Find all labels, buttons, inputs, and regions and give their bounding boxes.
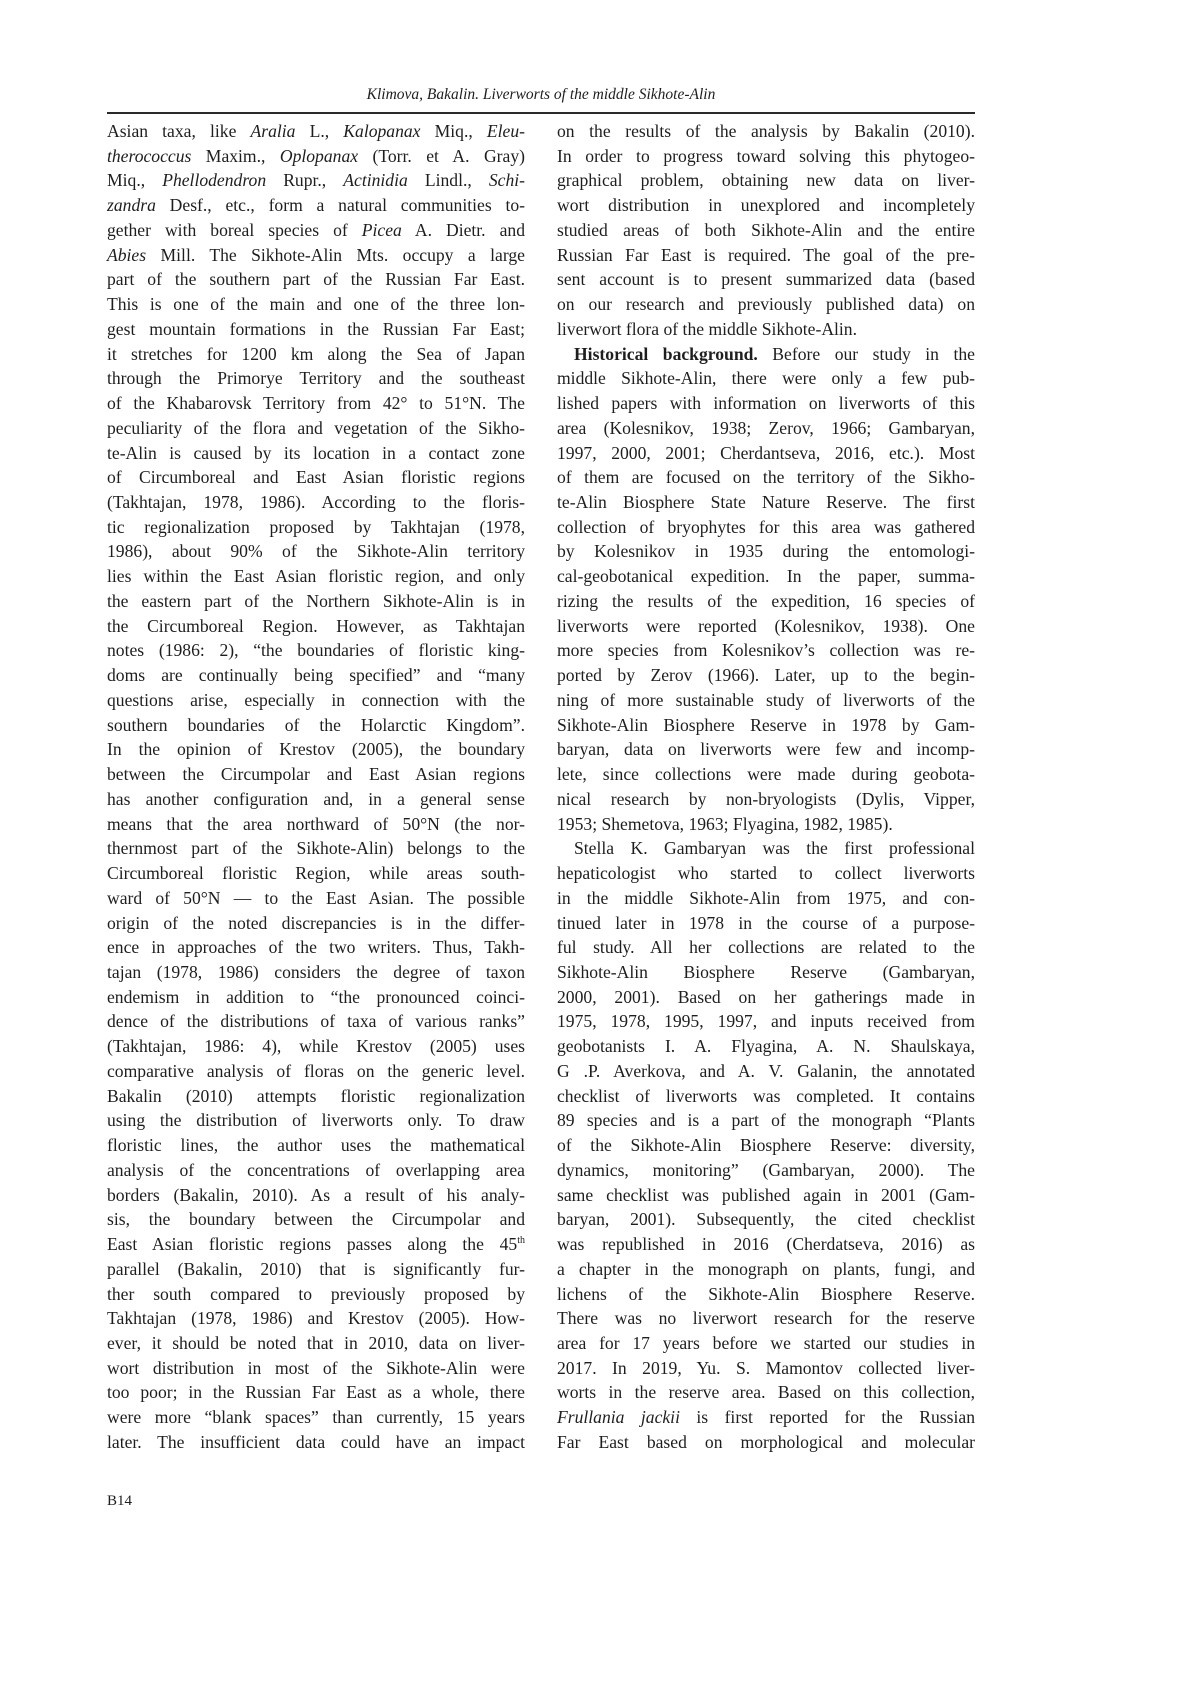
text-run: notes (1986: 2), “the boundaries of floristic king- [107, 640, 525, 661]
text-line [557, 985, 975, 1010]
italic-taxon-name: Actinidia [343, 170, 408, 191]
text-run: G .P. Averkova, and A. V. Galanin, the annotated [557, 1060, 975, 1081]
text-line [557, 193, 975, 218]
left-column [107, 119, 525, 1455]
text-run: ported by Zerov (1966). Later, up to the begin- [557, 665, 975, 686]
text-run: (Takhtajan, 1986: 4), while Krestov (2005) uses [107, 1036, 525, 1057]
text-run: (Torr. et A. Gray) [358, 145, 525, 166]
text-line [557, 787, 975, 812]
text-run: same checklist was published again in 2001 (Gam- [557, 1184, 975, 1205]
text-run: worts in the reserve area. Based on this collection, [557, 1382, 975, 1403]
text-line [107, 1009, 525, 1034]
text-line [557, 292, 975, 317]
text-run: Sikhote-Alin Biosphere Reserve (Gambaryan, [557, 961, 975, 982]
italic-taxon-name: therococcus [107, 145, 192, 166]
text-run: 1986), about 90% of the Sikhote-Alin territory [107, 541, 525, 562]
text-line [107, 441, 525, 466]
text-line [557, 1430, 975, 1455]
text-run: were more “blank spaces” than currently, 15 years [107, 1407, 525, 1428]
text-run: of the Sikhote-Alin Biosphere Reserve: diversity, [557, 1135, 975, 1156]
text-run: Asian taxa, like [107, 121, 251, 141]
text-run: parallel (Bakalin, 2010) that is significantly fur- [107, 1258, 525, 1279]
text-run: East Asian floristic regions passes along the 45 [107, 1234, 518, 1255]
text-run: liverwort flora of the middle Sikhote-Alin. [557, 318, 858, 339]
text-run: Maxim., [191, 145, 280, 166]
text-line [557, 342, 975, 367]
text-run: through the Primorye Territory and the southeast [107, 368, 525, 389]
text-run: 1975, 1978, 1995, 1997, and inputs received from [557, 1011, 975, 1032]
text-run: tinued later in 1978 in the course of a purpose- [557, 912, 975, 933]
text-line [107, 144, 525, 169]
text-run: tajan (1978, 1986) considers the degree of taxon [107, 961, 525, 982]
text-line [557, 1380, 975, 1405]
text-run: peculiarity of the flora and vegetation of the Sikho- [107, 417, 525, 438]
text-run: Circumboreal floristic Region, while areas south- [107, 863, 525, 884]
text-line [107, 1232, 525, 1257]
text-run: on our research and previously published data) on [557, 294, 975, 315]
text-run: In the opinion of Krestov (2005), the boundary [107, 739, 525, 760]
text-run: nical research by non-bryologists (Dylis, Vipper, [557, 788, 975, 809]
text-line [107, 985, 525, 1010]
text-run: area (Kolesnikov, 1938; Zerov, 1966; Gambaryan, [557, 417, 975, 438]
text-line [107, 1356, 525, 1381]
text-run: between the Circumpolar and East Asian regions [107, 764, 525, 785]
text-line [107, 836, 525, 861]
text-line [107, 515, 525, 540]
text-line [107, 539, 525, 564]
text-line [557, 515, 975, 540]
text-run: rizing the results of the expedition, 16 species of [557, 590, 975, 611]
text-run: dence of the distributions of taxa of various ranks” [107, 1011, 525, 1032]
text-line [557, 1108, 975, 1133]
text-line [107, 1133, 525, 1158]
text-run: cal-geobotanical expedition. In the paper, summa- [557, 566, 975, 587]
text-run: Miq., [420, 121, 487, 141]
italic-taxon-name: Frullania jackii [557, 1407, 680, 1428]
text-run: dynamics, monitoring” (Gambaryan, 2000). The [557, 1159, 975, 1180]
text-line [107, 1331, 525, 1356]
text-run: by Kolesnikov in 1935 during the entomologi- [557, 541, 975, 562]
text-line [107, 1282, 525, 1307]
text-run: a chapter in the monograph on plants, fungi, and [557, 1258, 975, 1279]
text-run: wort distribution in most of the Sikhote-Alin were [107, 1357, 525, 1378]
text-run: Far East based on morphological and molecular [557, 1431, 975, 1452]
text-line [557, 1183, 975, 1208]
text-line [107, 911, 525, 936]
text-line [557, 317, 975, 342]
text-line [107, 1306, 525, 1331]
text-line [557, 1405, 975, 1430]
text-line [107, 861, 525, 886]
text-line [557, 391, 975, 416]
text-line [557, 490, 975, 515]
text-run: sent account is to present summarized data (based [557, 269, 975, 290]
text-run: 1953; Shemetova, 1963; Flyagina, 1982, 1985). [557, 813, 893, 834]
text-line [557, 465, 975, 490]
text-line [107, 490, 525, 515]
text-run: ning of more sustainable study of liverworts of the [557, 689, 975, 710]
text-line [107, 193, 525, 218]
text-run: analysis of the concentrations of overlapping area [107, 1159, 525, 1180]
text-run: 2000, 2001). Based on her gatherings made in [557, 986, 975, 1007]
text-line [107, 366, 525, 391]
text-line [107, 688, 525, 713]
text-run: too poor; in the Russian Far East as a whole, there [107, 1382, 525, 1403]
text-line [107, 787, 525, 812]
text-run: of the Khabarovsk Territory from 42° to 51°N. The [107, 393, 525, 414]
text-run: Takhtajan (1978, 1986) and Krestov (2005). How- [107, 1308, 525, 1329]
text-run: was republished in 2016 (Cherdatseva, 2016) as [557, 1234, 975, 1255]
text-line [107, 589, 525, 614]
italic-taxon-name: Picea [361, 219, 402, 240]
text-run: on the results of the analysis by Bakalin (2010). [557, 121, 975, 141]
text-run: baryan, 2001). Subsequently, the cited checklist [557, 1209, 975, 1230]
right-column [557, 119, 975, 1455]
text-run: 89 species and is a part of the monograph “Plants [557, 1110, 975, 1131]
text-run: Russian Far East is required. The goal of the pre- [557, 244, 975, 265]
text-line [107, 564, 525, 589]
text-line [107, 342, 525, 367]
text-line [557, 243, 975, 268]
text-line [557, 713, 975, 738]
text-line [107, 638, 525, 663]
text-line [557, 762, 975, 787]
text-run: ward of 50°N — to the East Asian. The possible [107, 887, 525, 908]
text-run: lies within the East Asian floristic region, and only [107, 566, 525, 587]
text-line [107, 292, 525, 317]
text-line [557, 960, 975, 985]
text-line [107, 886, 525, 911]
text-line [557, 168, 975, 193]
text-run: origin of the noted discrepancies is in the differ- [107, 912, 525, 933]
text-run: (Takhtajan, 1978, 1986). According to the floris- [107, 492, 525, 513]
text-line [557, 119, 975, 144]
text-line [107, 1380, 525, 1405]
text-line [557, 1356, 975, 1381]
text-run: liverworts were reported (Kolesnikov, 1938). One [557, 615, 975, 636]
text-line [557, 589, 975, 614]
text-line [557, 1257, 975, 1282]
text-run: southern boundaries of the Holarctic Kingdom”. [107, 714, 525, 735]
text-line [107, 812, 525, 837]
text-line [557, 911, 975, 936]
italic-taxon-name: Kalopanax [343, 121, 421, 141]
text-run: questions arise, especially in connection with the [107, 689, 525, 710]
text-run: A. Dietr. and [401, 219, 525, 240]
text-run: lete, since collections were made during geobota- [557, 764, 975, 785]
text-line [107, 1084, 525, 1109]
text-line [107, 663, 525, 688]
text-run: in the middle Sikhote-Alin from 1975, and con- [557, 887, 975, 908]
text-run: means that the area northward of 50°N (the nor- [107, 813, 525, 834]
text-line [557, 1331, 975, 1356]
italic-taxon-name: Schi- [488, 170, 525, 191]
text-run: is first reported for the Russian [679, 1407, 975, 1428]
text-line [107, 737, 525, 762]
header-rule [107, 112, 975, 114]
text-run: geobotanists I. A. Flyagina, A. N. Shaulskaya, [557, 1036, 975, 1057]
text-run: endemism in addition to “the pronounced coinci- [107, 986, 525, 1007]
text-line [557, 1034, 975, 1059]
text-run: later. The insufficient data could have an impact [107, 1431, 525, 1452]
text-run: hepaticologist who started to collect liverworts [557, 863, 975, 884]
text-run: part of the southern part of the Russian Far East. [107, 269, 525, 290]
text-line [107, 1183, 525, 1208]
text-line [557, 267, 975, 292]
superscript: th [517, 1235, 525, 1247]
text-line [107, 960, 525, 985]
text-line [557, 812, 975, 837]
text-run: Desf., etc., form a natural communities to- [155, 195, 525, 216]
text-line [557, 1282, 975, 1307]
text-line [107, 614, 525, 639]
text-run: In order to progress toward solving this phytogeo- [557, 145, 975, 166]
text-line [107, 465, 525, 490]
text-run: 2017. In 2019, Yu. S. Mamontov collected liver- [557, 1357, 975, 1378]
text-run: thernmost part of the Sikhote-Alin) belongs to the [107, 838, 525, 859]
text-line [557, 886, 975, 911]
text-line [557, 638, 975, 663]
text-line [107, 168, 525, 193]
text-run: ful study. All her collections are related to the [557, 937, 975, 958]
text-line [557, 737, 975, 762]
italic-taxon-name: Abies [107, 244, 147, 265]
text-line [107, 317, 525, 342]
text-run: checklist of liverworts was completed. It contains [557, 1085, 975, 1106]
italic-taxon-name: Aralia [250, 121, 296, 141]
text-run: it stretches for 1200 km along the Sea of Japan [107, 343, 525, 364]
text-line [107, 1430, 525, 1455]
text-run: of Circumboreal and East Asian floristic regions [107, 467, 525, 488]
text-line [107, 935, 525, 960]
text-line [557, 1306, 975, 1331]
text-line [557, 564, 975, 589]
text-run: ever, it should be noted that in 2010, data on liver- [107, 1332, 525, 1353]
text-line [107, 1034, 525, 1059]
text-run: sis, the boundary between the Circumpolar and [107, 1209, 525, 1230]
text-line [107, 1108, 525, 1133]
text-run: has another configuration and, in a general sense [107, 788, 525, 809]
text-line [557, 861, 975, 886]
text-line [107, 1158, 525, 1183]
text-run: gether with boreal species of [107, 219, 362, 240]
text-line [107, 267, 525, 292]
text-run: lished papers with information on liverworts of this [557, 393, 975, 414]
text-run: comparative analysis of floras on the generic level. [107, 1060, 525, 1081]
text-line [557, 614, 975, 639]
text-run: tic regionalization proposed by Takhtajan (1978, [107, 516, 525, 537]
text-line [557, 1084, 975, 1109]
text-run: studied areas of both Sikhote-Alin and the entire [557, 219, 975, 240]
text-line [557, 1059, 975, 1084]
text-line [557, 1232, 975, 1257]
text-run: Miq., [107, 170, 163, 191]
running-header: Klimova, Bakalin. Liverworts of the middle Sikhote-Alin [366, 86, 716, 103]
text-line [107, 1207, 525, 1232]
text-run: te-Alin is caused by its location in a contact zone [107, 442, 525, 463]
text-run: more species from Kolesnikov’s collection was re- [557, 640, 975, 661]
text-line [557, 218, 975, 243]
text-run: There was no liverwort research for the reserve [557, 1308, 975, 1329]
text-run: lichens of the Sikhote-Alin Biosphere Reserve. [557, 1283, 975, 1304]
page-number: B14 [107, 1493, 133, 1509]
text-run: collection of bryophytes for this area was gathered [557, 516, 975, 537]
text-line [107, 416, 525, 441]
text-run: area for 17 years before we started our studies in [557, 1332, 975, 1353]
text-line [557, 836, 975, 861]
text-line [557, 416, 975, 441]
text-run: Lindl., [407, 170, 489, 191]
text-line [107, 243, 525, 268]
text-run: Sikhote-Alin Biosphere Reserve in 1978 by Gam- [557, 714, 975, 735]
text-line [107, 391, 525, 416]
text-run: doms are continually being specified” and “many [107, 665, 525, 686]
text-run: graphical problem, obtaining new data on liver- [557, 170, 975, 191]
text-run: the Circumboreal Region. However, as Takhtajan [107, 615, 525, 636]
text-run: wort distribution in unexplored and incompletely [557, 195, 975, 216]
text-run: middle Sikhote-Alin, there were only a few pub- [557, 368, 975, 389]
text-run: floristic lines, the author uses the mathematical [107, 1135, 525, 1156]
text-line [557, 539, 975, 564]
text-run: Before our study in the [757, 343, 975, 364]
text-line [557, 366, 975, 391]
text-line [557, 1207, 975, 1232]
text-run: gest mountain formations in the Russian Far East; [107, 318, 525, 339]
text-run: Rupr., [266, 170, 344, 191]
text-line [557, 1158, 975, 1183]
italic-taxon-name: Phellodendron [162, 170, 267, 191]
text-line [557, 935, 975, 960]
italic-taxon-name: zandra [107, 195, 156, 216]
text-run: the eastern part of the Northern Sikhote-Alin is in [107, 590, 525, 611]
text-run: borders (Bakalin, 2010). As a result of his analy- [107, 1184, 525, 1205]
text-run: te-Alin Biosphere State Nature Reserve. The first [557, 492, 975, 513]
text-line [107, 119, 525, 144]
text-run: ther south compared to previously proposed by [107, 1283, 525, 1304]
text-run: Bakalin (2010) attempts floristic regionalization [107, 1085, 525, 1106]
text-line [557, 663, 975, 688]
text-line [107, 1059, 525, 1084]
text-run: Stella K. Gambaryan was the first professional [574, 838, 975, 859]
section-heading: Historical background. [574, 343, 758, 364]
text-line [107, 1405, 525, 1430]
text-run: ence in approaches of the two writers. Thus, Takh- [107, 937, 525, 958]
italic-taxon-name: Oplopanax [279, 145, 359, 166]
text-run: baryan, data on liverworts were few and incomp- [557, 739, 975, 760]
text-line [557, 1133, 975, 1158]
text-line [557, 688, 975, 713]
text-line [557, 441, 975, 466]
text-line [107, 1257, 525, 1282]
italic-taxon-name: Eleu- [486, 121, 525, 141]
text-line [107, 218, 525, 243]
text-run: L., [295, 121, 344, 141]
text-line [557, 1009, 975, 1034]
text-line [557, 144, 975, 169]
text-line [107, 713, 525, 738]
text-run: This is one of the main and one of the three lon- [107, 294, 525, 315]
text-run: 1997, 2000, 2001; Cherdantseva, 2016, etc.). Most [557, 442, 975, 463]
text-run: using the distribution of liverworts only. To draw [107, 1110, 525, 1131]
text-line [107, 762, 525, 787]
text-run: Mill. The Sikhote-Alin Mts. occupy a large [146, 244, 525, 265]
text-run: of them are focused on the territory of the Sikho- [557, 467, 975, 488]
